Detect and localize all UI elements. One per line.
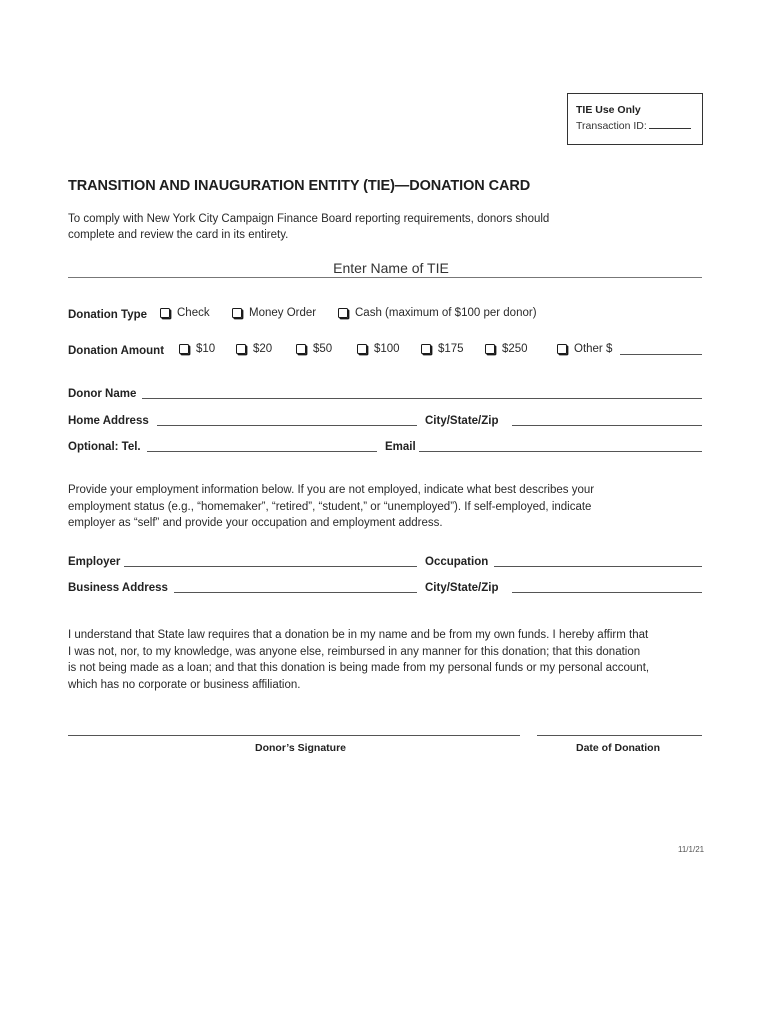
email-input[interactable]	[419, 451, 702, 452]
checkbox-icon	[421, 344, 431, 354]
home-address-label: Home Address	[68, 415, 149, 427]
checkbox-icon	[160, 308, 170, 318]
checkbox-money-order-label: Money Order	[249, 307, 317, 319]
employer-input[interactable]	[124, 566, 417, 567]
employment-line-1: Provide your employment information below. If you are not employed, indicate what best describes your	[68, 484, 595, 496]
affirmation-text	[68, 627, 708, 693]
employment-instructions	[68, 482, 688, 532]
affirmation-line-1: I understand that State law requires that a donation be in my name and be from my own funds. I hereby affirm that	[68, 629, 649, 641]
checkbox-amount-100[interactable]	[357, 343, 400, 355]
checkbox-icon	[236, 344, 246, 354]
page-title: TRANSITION AND INAUGURATION ENTITY (TIE)—DONATION CARD	[68, 178, 531, 194]
affirmation-line-3: is not being made as a loan; and that this donation is being made from my personal funds or my personal account,	[68, 662, 650, 674]
employment-line-2: employment status (e.g., “homemaker”, “retired”, “student,” or “unemployed”). If self-employed, indicate	[68, 500, 592, 513]
tie-use-only-box	[567, 93, 703, 145]
checkbox-icon	[338, 308, 348, 318]
intro-line-1: To comply with New York City Campaign Finance Board reporting requirements, donors should	[68, 213, 550, 225]
donor-signature-label: Donor’s Signature	[255, 742, 347, 754]
checkbox-amount-10[interactable]	[179, 343, 215, 355]
amount-20-label: $20	[253, 343, 273, 355]
amount-50-label: $50	[313, 343, 333, 355]
intro-text	[68, 211, 628, 243]
affirmation-line-2: I was not, nor, to my knowledge, was anyone else, reimbursed in any manner for this donation; that this donation	[68, 645, 641, 658]
donor-name-label: Donor Name	[68, 388, 137, 400]
checkbox-icon	[357, 344, 367, 354]
checkbox-cash[interactable]	[338, 307, 537, 319]
donor-signature-input[interactable]	[68, 735, 520, 736]
home-address-input[interactable]	[157, 425, 417, 426]
checkbox-cash-label: Cash (maximum of $100 per donor)	[355, 307, 537, 319]
city-state-zip-label: City/State/Zip	[425, 415, 499, 427]
date-of-donation-label: Date of Donation	[576, 742, 660, 754]
transaction-id-field[interactable]	[576, 120, 702, 132]
business-address-input[interactable]	[174, 592, 417, 593]
business-city-state-zip-label: City/State/Zip	[425, 582, 499, 594]
employer-label: Employer	[68, 556, 121, 568]
revision-date: 11/1/21	[678, 845, 705, 854]
optional-tel-label: Optional: Tel.	[68, 441, 141, 453]
employment-line-3: employer as “self” and provide your occupation and employment address.	[68, 517, 443, 529]
checkbox-amount-175[interactable]	[421, 343, 464, 355]
donation-amount-label: Donation Amount	[68, 345, 165, 357]
date-of-donation-input[interactable]	[537, 735, 702, 736]
email-label: Email	[385, 441, 416, 453]
amount-250-label: $250	[502, 343, 528, 355]
city-state-zip-input[interactable]	[512, 425, 702, 426]
checkbox-icon	[179, 344, 189, 354]
occupation-input[interactable]	[494, 566, 702, 567]
tie-use-only-title: TIE Use Only	[576, 104, 641, 116]
checkbox-amount-other[interactable]	[557, 343, 612, 355]
affirmation-line-4: which has no corporate or business affiliation.	[68, 678, 301, 691]
checkbox-check[interactable]	[160, 307, 210, 319]
checkbox-amount-250[interactable]	[485, 343, 528, 355]
intro-line-2: complete and review the card in its entirety.	[68, 229, 289, 241]
checkbox-icon	[485, 344, 495, 354]
amount-175-label: $175	[438, 343, 464, 355]
checkbox-amount-20[interactable]	[236, 343, 272, 355]
other-amount-input[interactable]	[620, 354, 702, 355]
donation-type-label: Donation Type	[68, 309, 148, 321]
checkbox-amount-50[interactable]	[296, 343, 332, 355]
checkbox-icon	[557, 344, 567, 354]
business-address-label: Business Address	[68, 582, 168, 594]
amount-other-label: Other $	[574, 343, 613, 355]
telephone-input[interactable]	[147, 451, 377, 452]
tie-name-field[interactable]: Enter Name of TIE	[68, 260, 702, 278]
occupation-label: Occupation	[425, 556, 489, 568]
amount-100-label: $100	[374, 343, 400, 355]
checkbox-icon	[296, 344, 306, 354]
checkbox-icon	[232, 308, 242, 318]
business-city-state-zip-input[interactable]	[512, 592, 702, 593]
checkbox-check-label: Check	[177, 307, 210, 319]
checkbox-money-order[interactable]	[232, 307, 316, 319]
amount-10-label: $10	[196, 343, 216, 355]
donor-name-input[interactable]	[142, 398, 702, 399]
transaction-id-label: Transaction ID:	[576, 120, 647, 132]
